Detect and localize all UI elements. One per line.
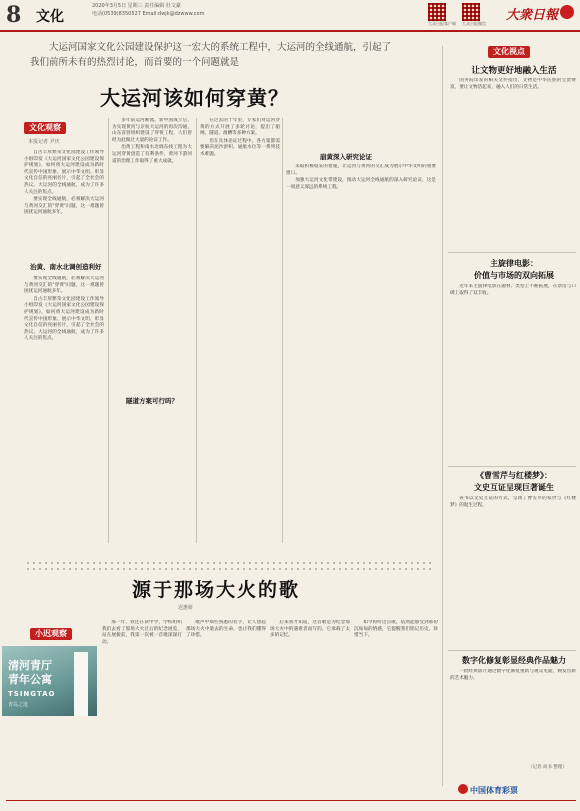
paragraph: 在过去的十年里，专家们对运河穿黄的方式开展了多轮讨论，提出了船闸、隧道、渡槽等多种方案。 (200, 118, 280, 137)
paragraph: 如今再听这首歌，依然能感受到那份沉甸甸的情感，它提醒我们铭记历史，珍惜当下。 (354, 620, 438, 639)
photo-sign-line2: 青年公寓 (8, 673, 52, 686)
right-article-title-1: 让文物更好地融入生活 (471, 66, 557, 76)
issue-meta-line1: 2020年3月5日 星期三 责任编辑 杜文豪 (92, 3, 181, 9)
article-column-1 (24, 150, 104, 250)
feature-column-2 (186, 620, 266, 790)
page-header (0, 0, 580, 32)
bottom-rule (6, 800, 576, 801)
paragraph: 多年前运河断流。新中国成立后，为实现黄河与京杭大运河的再次沟通，山东省曾组织建设了穿黄工程，人们曾经为此做过大量的论证工作。 (112, 118, 192, 143)
right-article-4 (450, 669, 576, 761)
lottery-logo-icon (458, 784, 468, 794)
column-rule (108, 118, 109, 543)
paragraph: 近年来主旋律电影在题材、类型上不断拓展，在票房与口碑上取得了双丰收。 (450, 284, 576, 296)
paragraph: 自古丰厚繁荣文化园建设工作领导小组印发《大运河国家文化公园建设保护规划》，如何将大运河建设成为新时代宣传中国形象、展示中华文明、彰显文化自信的亮丽名片，引起了全社会的热议。大运河的全线通航，成为了许多人关注的焦点。 (24, 296, 104, 342)
divider (448, 650, 576, 651)
paragraph: 治黄工程和南水北调东线工程为大运河穿黄创造了有利条件，黄河下游河道的治理工作取得了重大成就。 (112, 145, 192, 164)
right-article-1 (450, 78, 576, 248)
photo-sign-en: TSINGTAO (8, 690, 56, 698)
section-title: 文化 (36, 9, 64, 25)
byline: 本报记者 尹庆 (28, 139, 60, 145)
subhead: 治黄、南水北调创造利好 (30, 263, 102, 271)
article-column-1b (24, 276, 104, 541)
paragraph: 但在具体论证过程中，各方案都需要解决泥沙淤积、通航水位等一系列技术难题。 (200, 138, 280, 157)
feature-photo (2, 646, 97, 716)
article-column-4 (286, 164, 436, 544)
column-rule (196, 118, 197, 543)
page-number: 8 (6, 2, 22, 28)
right-article-2 (450, 284, 576, 462)
article-column-3 (200, 118, 280, 543)
masthead: 大衆日報 (506, 8, 559, 23)
divider (448, 252, 576, 253)
right-article-title-4: 数字化修复彰显经典作品魅力 (462, 655, 566, 665)
paragraph: 加强大运河文化带建设，推动大运河全线通航的深入研究论证，这是一项意义深远的系统工程。 (286, 178, 436, 190)
paragraph: 歌声中那些熟悉的名字，让人想起那场大火中逝去的生命，也让我们懂得了珍惜。 (186, 620, 266, 639)
qr-code-icon (462, 3, 480, 21)
column-rule (442, 46, 443, 786)
paragraph: 自古丰厚繁荣文化园建设工作领导小组印发《大运河国家文化公园建设保护规划》，如何将大运河建设成为新时代宣传中国形象、展示中华文明、彰显文化自信的亮丽名片，引起了全社会的热议。大运河的全线通航，成为了许多人关注的焦点。 (24, 150, 104, 195)
column-rule (282, 118, 283, 543)
photo-sign-line1: 清河青厅 (8, 659, 52, 672)
feature-byline: 迟惠妍 (178, 605, 194, 611)
subhead: 崩黄深入研究论证 (320, 153, 372, 161)
decorative-dot-rule (25, 560, 435, 570)
qr-caption-1: 大众日报客户端 (428, 21, 456, 26)
right-article-title-2a: 主旋律电影： (490, 258, 538, 268)
view-tag: 文化视点 (488, 46, 530, 58)
photo-pillar (74, 652, 88, 716)
article-column-2 (112, 118, 192, 543)
right-article-title-3b: 文史互证呈现巨著诞生 (474, 482, 554, 492)
masthead-logo-icon (560, 5, 574, 19)
feature-column-4 (354, 620, 438, 790)
paragraph: 后来我才知道，这首歌是为纪念那场大火中的遇难者而写的，它承载了太多的记忆。 (270, 620, 350, 639)
observe-tag: 文化观察 (24, 122, 66, 134)
qr-code-icon (428, 3, 446, 21)
lede: 大运河国家文化公园建设保护这一宏大的系统工程中，大运河的全线通航，引起了我们前所未有的热烈讨论，而首要的一个问题就是 (30, 42, 392, 68)
editor-credit: （记者 尚书 整理） (528, 765, 567, 770)
subhead: 隧道方案可行吗？ (126, 397, 178, 405)
paragraph: 一批经典影片通过数字化修复重新与观众见面，焕发出新的艺术魅力。 (450, 669, 576, 681)
feature-tag: 小迟观察 (30, 628, 72, 640)
right-article-title-2b: 价值与市场的双向拓展 (474, 270, 554, 280)
issue-meta (92, 2, 252, 18)
feature-headline: 源于那场大火的歌 (132, 579, 301, 601)
qr-caption-2: 大众日报微信 (462, 21, 486, 26)
paragraph: 那一年，我还在读中学，学校组织我们去看了那场大火过后的纪念展览，站在展板前，我第一次被一首歌深深打动。 (102, 620, 182, 645)
feature-column-1 (102, 620, 182, 790)
divider (448, 466, 576, 467)
paragraph: 要实现全线通航，必须解决大运河与黄河交汇的"穿黄"问题，这一难题曾困扰运河通航多年。 (24, 197, 104, 216)
main-headline: 大运河该如何穿黄？ (100, 86, 289, 110)
right-article-3 (450, 496, 576, 646)
photo-sign-small: 青岛之选 (8, 702, 29, 708)
feature-column-3 (270, 620, 350, 790)
paragraph: 采取积极稳妥的措施，让运河与黄河的交汇成为展示中华文明的重要窗口。 (286, 164, 436, 176)
right-article-title-3a: 《曹雪芹与红楼梦》： (476, 470, 552, 480)
issue-meta-line2: 电话(0539)8350527 Email:dwjk@dzwww.com (92, 11, 205, 17)
paragraph: 国务院印发的相关文件指出，文物是中华民族的宝贵财富，要让文物活起来，融入人们的日常生活。 (450, 78, 576, 90)
lottery-ad: 中国体育彩票 (470, 786, 518, 795)
paragraph: 该书以文史互证的方式，呈现了曹雪芹的家世与《红楼梦》的诞生过程。 (450, 496, 576, 508)
paragraph: 要实现全线通航，必须解决大运河与黄河交汇的"穿黄"问题，这一难题曾困扰运河通航多年。 (24, 276, 104, 295)
